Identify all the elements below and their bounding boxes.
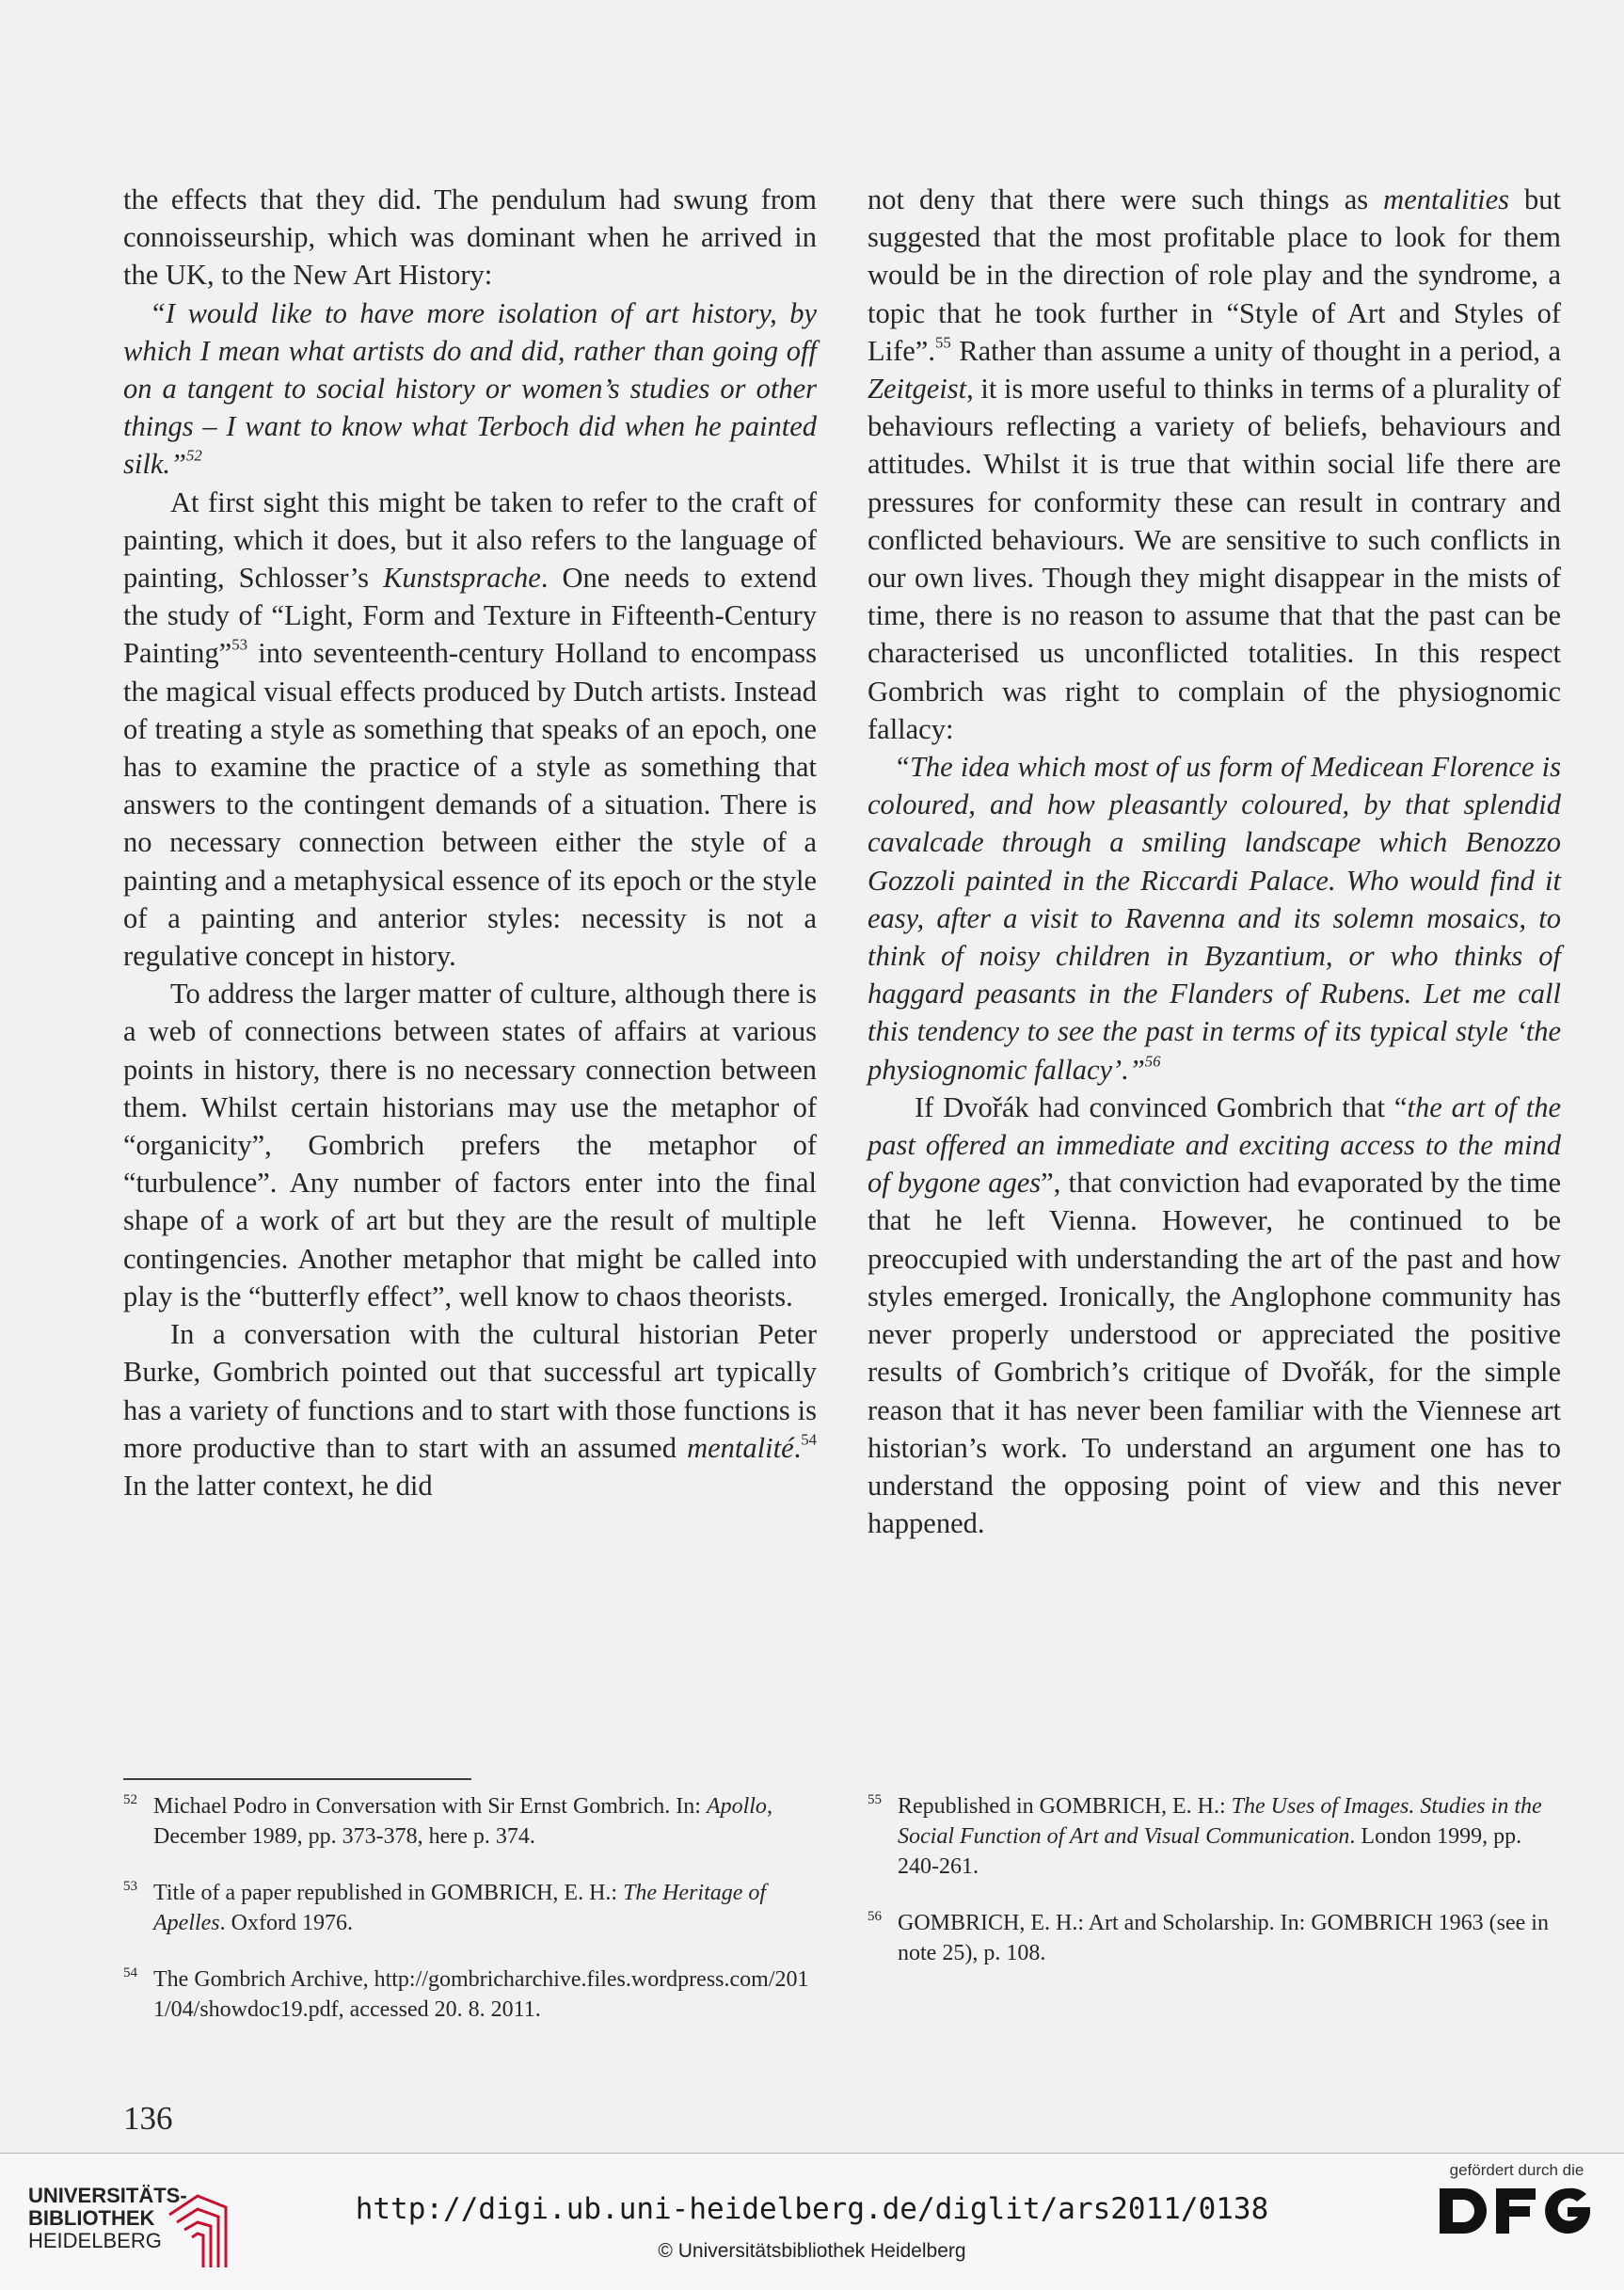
library-name-line2: BIBLIOTHEK [28,2206,155,2230]
paragraph: the effects that they did. The pendulum had swung from connoisseurship, which was dominant when he arrived in the UK, to the New Art History: [123,183,817,292]
footnote-ref[interactable]: 53 [231,636,247,655]
footnote-ref[interactable]: 54 [801,1430,817,1449]
paragraph: If Dvořák had convinced Gombrich that “the art of the past offered an immediate and exciting access to the mind of bygone ages”, that conviction had evaporated by the time that he left Vienna. However, he continued to be preoccupied with understanding the art of the past and how styles emerged. Ironically, the Anglophone community has never properly understood or appreciated the positive results of Gombrich’s critique of Dvořák, for the simple reason that it has never been familiar with the Viennese art historian’s work. To understand an argument one has to understand the opposing point of view and this never happened. [868,1090,1561,1540]
footnote: 55 Republished in GOMBRICH, E. H.: The Uses of Images. Studies in the Social Function of Art and Visual Communication. London 1999, pp. 240-261. [868,1792,1542,1879]
paragraph: In a conversation with the cultural historian Peter Burke, Gombrich pointed out that successful art typically has a variety of functions and to start with those functions is more productive than to start with an assumed mentalité.$^{54}$ In the latter context, he did [123,1318,817,1502]
footnote-ref[interactable]: 55 [934,333,951,352]
paragraph: At first sight this might be taken to refer to the craft of painting, which it does, but it also refers to the language of painting, Schlosser’s Kunstsprache. One needs to extend the study of “Light, Form and Texture in Fifteenth-Century Painting”$^{53}$ into seventeenth-century Holland to encompass the magical visual effects produced by Dutch artists. Instead of treating a style as something that speaks of an epoch, one has to examine the practice of a style as something that answers to the contingent demands of a situation. There is no necessary connection between either the style of a painting and a metaphysical essence of its epoch or the style of a painting and anterior styles: necessity is not a regulative concept in history. [123,485,817,973]
footnote-link[interactable]: The Gombrich Archive, http://gombricharchive.files.wordpress.com/2011/04/showdoc19.pdf, accessed 20. 8. 2011. [153,1967,809,2022]
paragraph: To address the larger matter of culture, although there is a web of connections between states of affairs at various points in history, there is no necessary connection between them. Whilst certain historians may use the metaphor of “organicity”, Gombrich prefers the metaphor of “turbulence”. Any number of factors enter into the final shape of a work of art but they are the result of multiple contingencies. Another metaphor that might be called into play is the “butterfly effect”, well know to chaos theorists. [123,978,817,1312]
footnote-number: 52 [123,1792,137,1807]
block-quote: “I would like to have more isolation of art history, by which I mean what artists do and did, rather than going off on a tangent to social history or women’s studies or other things – I want to know what Terboch did when he painted silk.”$^{52}$ [123,296,817,481]
funding-note: gefördert durch die [1449,2161,1584,2179]
library-name-line3: HEIDELBERG [28,2229,162,2252]
dfg-logo-icon[interactable] [1436,2183,1596,2239]
footnote [123,1964,818,2025]
footnotes-left [123,1776,818,2051]
page-number: 136 [123,2100,173,2137]
footnote-number: 54 [123,1965,137,1980]
paragraph: not deny that there were such things as mentalities but suggested that the most profitable place to look for them would be in the direction of role play and the syndrome, a topic that he took further in “Style of Art and Styles of Life”.$^{55}$ Rather than assume a unity of thought in a period, a Zeitgeist, it is more useful to thinks in terms of a plurality of behaviours reflecting a variety of beliefs, behaviours and attitudes. Whilst it is true that within social life there are pressures for conformity these can result in contrary and conflicted behaviours. We are sensitive to such conflicts in our own lives. Though they might disappear in the mists of time, there is no reason to assume that that the past can be characterised us unconflicted totalities. In this respect Gombrich was right to complain of the physiognomic fallacy: [868,183,1561,745]
footnote-ref[interactable]: 52 [185,447,202,466]
footnote-number: 56 [868,1909,882,1924]
footnote: 53 Title of a paper republished in GOMBRICH, E. H.: The Heritage of Apelles. Oxford 1976. [123,1879,767,1935]
footnote-number: 55 [868,1792,882,1807]
left-text-column [123,181,817,1504]
footnote-ref[interactable]: 56 [1144,1052,1161,1071]
footnote: 52 Michael Podro in Conversation with Sir Ernst Gombrich. In: Apollo, December 1989, pp. 373-378, here p. 374. [123,1792,772,1849]
source-url-link[interactable]: http://digi.ub.uni-heidelberg.de/diglit/ars2011/0138 [355,2192,1269,2226]
right-text-column [868,181,1561,1542]
block-quote: “The idea which most of us form of Medicean Florence is coloured, and how pleasantly coloured, by that splendid cavalcade through a smiling landscape which Benozzo Gozzoli painted in the Riccardi Palace. Who would find it easy, after a visit to Ravenna and its solemn mosaics, to think of noisy children in Byzantium, or who thinks of haggard peasants in the Flanders of Rubens. Let me call this tendency to see the past in terms of its typical style ‘the physiognomic fallacy’.”$^{56}$ [868,751,1561,1086]
library-name-line1: UNIVERSITÄTS- [28,2184,187,2207]
footnote-number: 53 [123,1879,137,1894]
footnote: 56 GOMBRICH, E. H.: Art and Scholarship. In: GOMBRICH 1963 (see in note 25), p. 108. [868,1909,1549,1965]
footnotes-right [868,1776,1562,1995]
copyright-text: © Universitätsbibliothek Heidelberg [658,2240,966,2262]
footer-divider [0,2153,1624,2154]
